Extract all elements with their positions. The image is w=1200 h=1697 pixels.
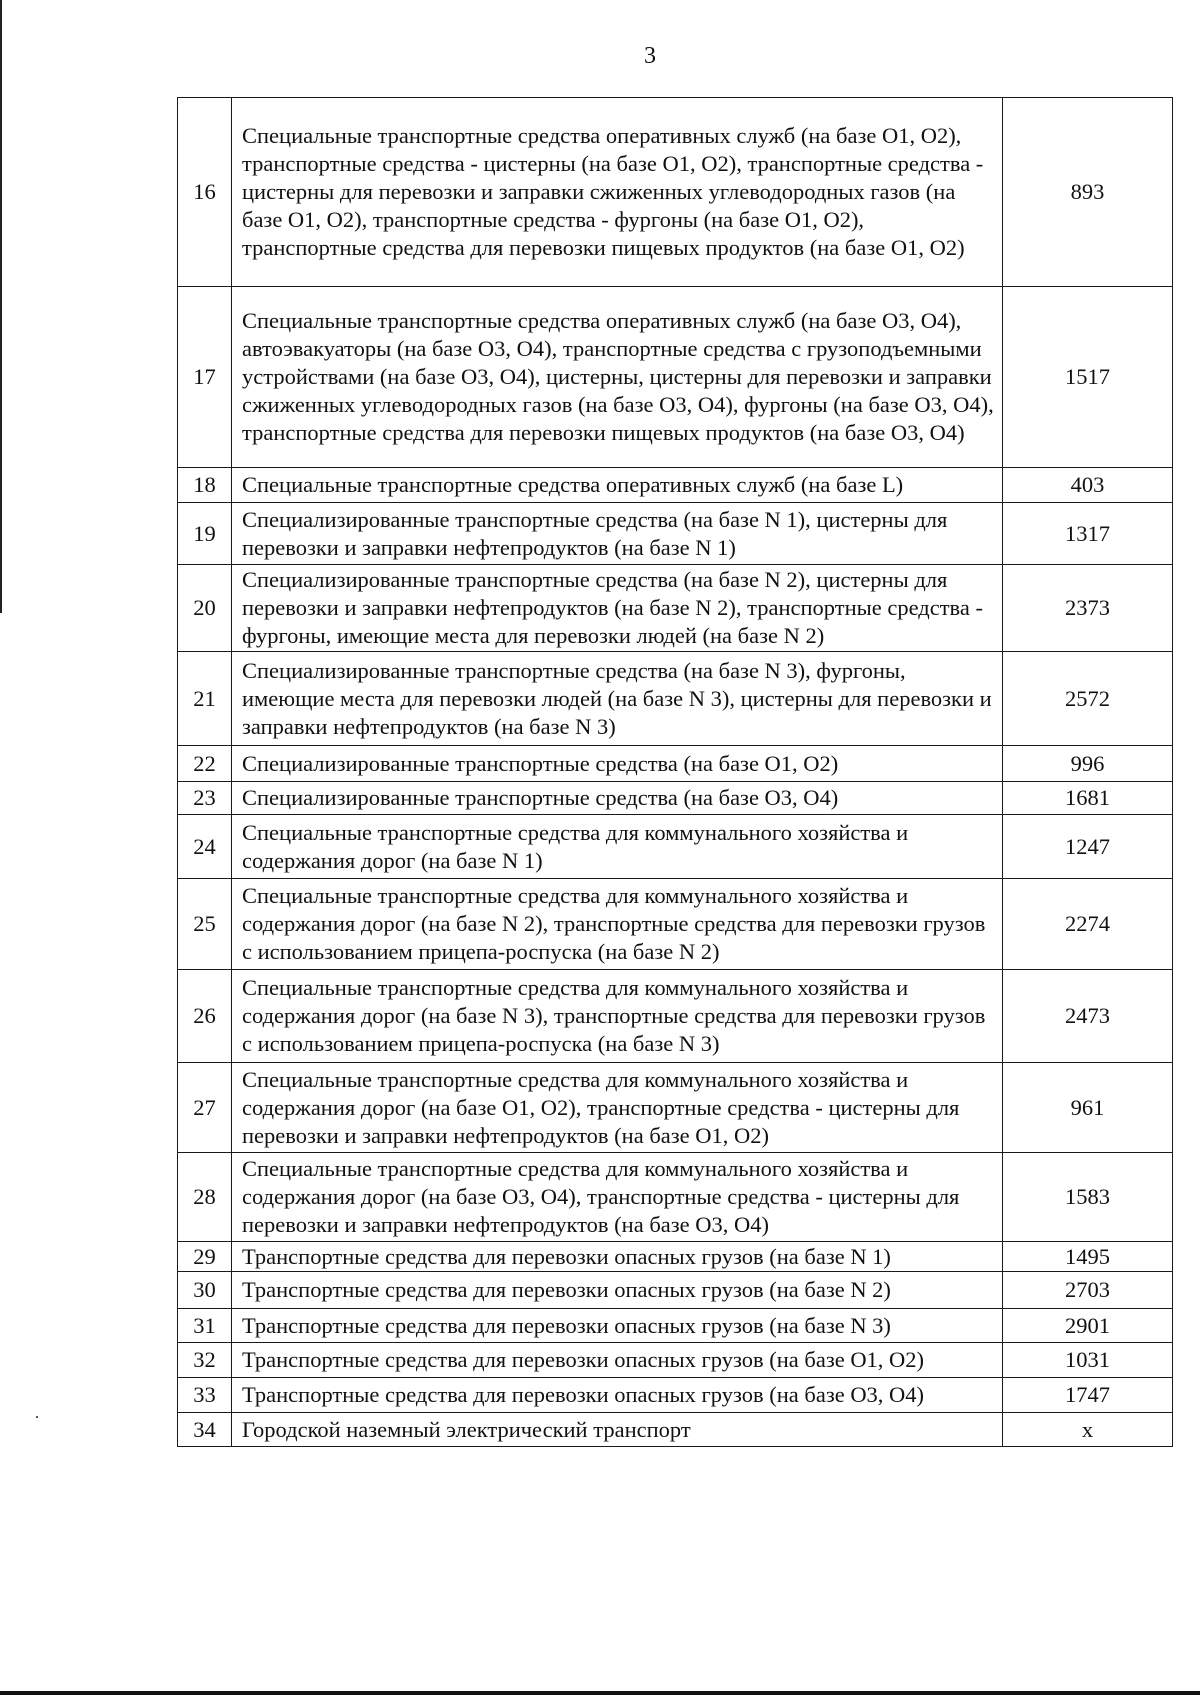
vehicle-category-description: Специализированные транспортные средства (на базе N 2), цистерны для перевозки и заправки нефтепродуктов (на базе N 2), транспортные средства - фургоны, имеющие места для перевозки людей (на базе N 2)	[232, 565, 1003, 652]
table-row	[178, 98, 1173, 287]
table-row	[178, 1272, 1173, 1309]
table-row	[178, 468, 1173, 503]
row-number: 33	[178, 1378, 232, 1413]
vehicle-category-description: Транспортные средства для перевозки опасных грузов (на базе N 3)	[232, 1309, 1003, 1343]
vehicle-category-description: Специальные транспортные средства для коммунального хозяйства и содержания дорог (на базе N 2), транспортные средства для перевозки грузов с использованием прицепа-роспуска (на базе N 2)	[232, 879, 1003, 970]
category-value: 1681	[1003, 782, 1173, 815]
table-row	[178, 565, 1173, 652]
table-row	[178, 782, 1173, 815]
table-row	[178, 1063, 1173, 1153]
vehicle-category-description: Специальные транспортные средства оперативных служб (на базе O3, O4), автоэвакуаторы (на базе O3, O4), транспортные средства с грузоподъемными устройствами (на базе O3, O4), цистерны, цистерны для перевозки и заправки сжиженных углеводородных газов (на базе O3, O4), фургоны (на базе O3, O4), транспортные средства для перевозки пищевых продуктов (на базе O3, O4)	[232, 287, 1003, 468]
table-row	[178, 970, 1173, 1063]
row-number: 31	[178, 1309, 232, 1343]
table-row	[178, 746, 1173, 782]
row-number: 16	[178, 98, 232, 287]
row-number: 30	[178, 1272, 232, 1309]
vehicle-category-description: Транспортные средства для перевозки опасных грузов (на базе N 1)	[232, 1242, 1003, 1272]
vehicle-category-table	[177, 97, 1173, 1447]
category-value: 2901	[1003, 1309, 1173, 1343]
vehicle-category-description: Транспортные средства для перевозки опасных грузов (на базе O1, O2)	[232, 1343, 1003, 1378]
page-number: 3	[644, 43, 656, 69]
scan-edge-line	[0, 0, 2, 613]
category-value: 2572	[1003, 652, 1173, 746]
row-number: 21	[178, 652, 232, 746]
vehicle-category-description: Специальные транспортные средства для коммунального хозяйства и содержания дорог (на базе O1, O2), транспортные средства - цистерны для перевозки и заправки нефтепродуктов (на базе O1, O2)	[232, 1063, 1003, 1153]
vehicle-category-description: Городской наземный электрический транспорт	[232, 1413, 1003, 1447]
table-row	[178, 1309, 1173, 1343]
vehicle-category-description: Специальные транспортные средства для коммунального хозяйства и содержания дорог (на базе N 1)	[232, 815, 1003, 879]
row-number: 23	[178, 782, 232, 815]
table-row	[178, 287, 1173, 468]
category-value: 2703	[1003, 1272, 1173, 1309]
vehicle-category-description: Специальные транспортные средства оперативных служб (на базе O1, O2), транспортные средства - цистерны (на базе O1, O2), транспортные средства - цистерны для перевозки и заправки сжиженных углеводородных газов (на базе O1, O2), транспортные средства - фургоны (на базе O1, O2), транспортные средства для перевозки пищевых продуктов (на базе O1, O2)	[232, 98, 1003, 287]
table-row	[178, 1343, 1173, 1378]
category-value: 2274	[1003, 879, 1173, 970]
vehicle-category-description: Транспортные средства для перевозки опасных грузов (на базе N 2)	[232, 1272, 1003, 1309]
category-value: 1583	[1003, 1153, 1173, 1242]
row-number: 18	[178, 468, 232, 503]
vehicle-category-description: Специализированные транспортные средства (на базе O1, O2)	[232, 746, 1003, 782]
table-row	[178, 1153, 1173, 1242]
category-value: x	[1003, 1413, 1173, 1447]
category-value: 893	[1003, 98, 1173, 287]
table-row	[178, 1242, 1173, 1272]
table-row	[178, 815, 1173, 879]
row-number: 34	[178, 1413, 232, 1447]
scan-bottom-edge	[0, 1691, 1200, 1695]
row-number: 20	[178, 565, 232, 652]
row-number: 29	[178, 1242, 232, 1272]
table-row	[178, 652, 1173, 746]
table-row	[178, 1413, 1173, 1447]
row-number: 19	[178, 503, 232, 565]
category-value: 1247	[1003, 815, 1173, 879]
row-number: 25	[178, 879, 232, 970]
row-number: 26	[178, 970, 232, 1063]
row-number: 32	[178, 1343, 232, 1378]
category-value: 1031	[1003, 1343, 1173, 1378]
vehicle-category-description: Специализированные транспортные средства (на базе N 3), фургоны, имеющие места для перевозки людей (на базе N 3), цистерны для перевозки и заправки нефтепродуктов (на базе N 3)	[232, 652, 1003, 746]
table-row	[178, 879, 1173, 970]
row-number: 17	[178, 287, 232, 468]
vehicle-category-description: Специальные транспортные средства для коммунального хозяйства и содержания дорог (на базе O3, O4), транспортные средства - цистерны для перевозки и заправки нефтепродуктов (на базе O3, O4)	[232, 1153, 1003, 1242]
category-value: 403	[1003, 468, 1173, 503]
vehicle-category-description: Специализированные транспортные средства (на базе N 1), цистерны для перевозки и заправки нефтепродуктов (на базе N 1)	[232, 503, 1003, 565]
vehicle-category-description: Специализированные транспортные средства (на базе O3, O4)	[232, 782, 1003, 815]
table-row	[178, 503, 1173, 565]
category-value: 1317	[1003, 503, 1173, 565]
category-value: 961	[1003, 1063, 1173, 1153]
category-value: 1517	[1003, 287, 1173, 468]
vehicle-category-description: Специальные транспортные средства для коммунального хозяйства и содержания дорог (на базе N 3), транспортные средства для перевозки грузов с использованием прицепа-роспуска (на базе N 3)	[232, 970, 1003, 1063]
category-value: 1747	[1003, 1378, 1173, 1413]
category-value: 1495	[1003, 1242, 1173, 1272]
category-value: 2373	[1003, 565, 1173, 652]
row-number: 24	[178, 815, 232, 879]
table-row	[178, 1378, 1173, 1413]
row-number: 22	[178, 746, 232, 782]
category-value: 2473	[1003, 970, 1173, 1063]
row-number: 28	[178, 1153, 232, 1242]
vehicle-category-description: Специальные транспортные средства оперативных служб (на базе L)	[232, 468, 1003, 503]
category-value: 996	[1003, 746, 1173, 782]
scan-speck	[36, 1416, 38, 1418]
vehicle-category-description: Транспортные средства для перевозки опасных грузов (на базе O3, O4)	[232, 1378, 1003, 1413]
row-number: 27	[178, 1063, 232, 1153]
table-body	[178, 98, 1173, 1447]
